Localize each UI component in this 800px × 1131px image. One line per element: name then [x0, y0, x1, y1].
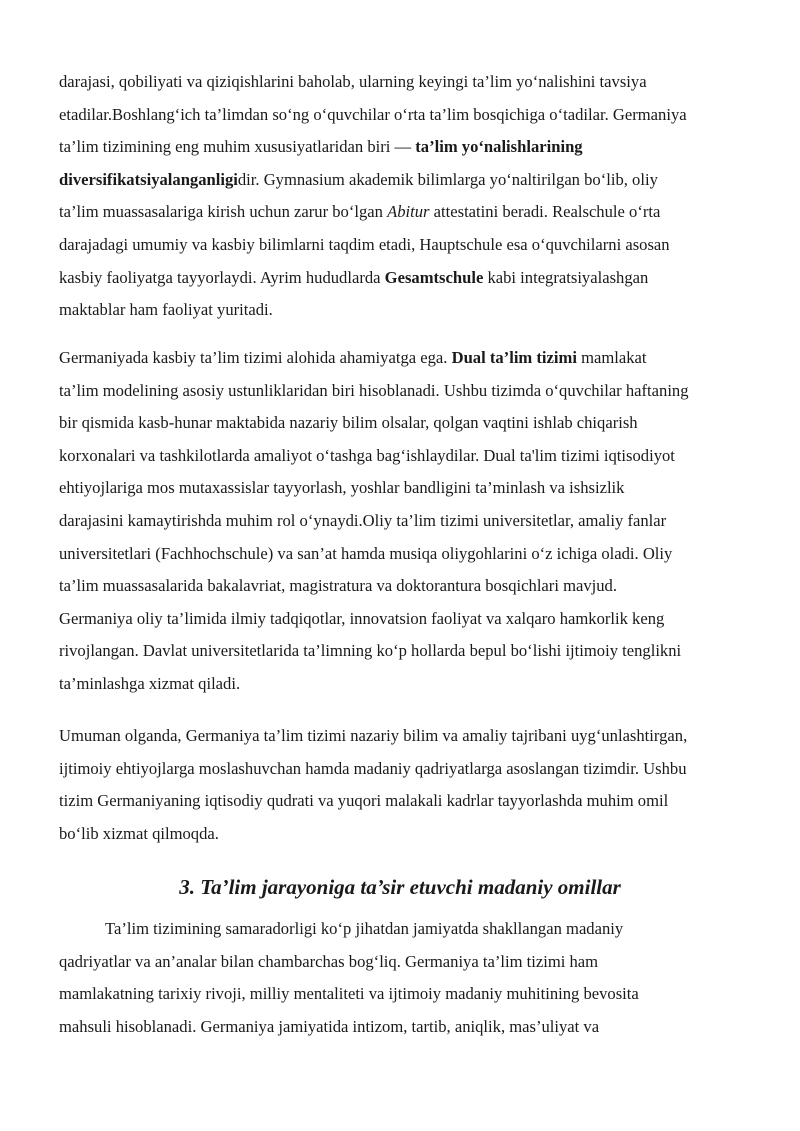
text-line: qadriyatlar va an’analar bilan chambarchas bog‘liq. Germaniya ta’lim tizimi ham [59, 951, 599, 971]
text-line: Ta’lim tizimining samaradorligi ko‘p jihatdan jamiyatda shakllangan madaniy [105, 919, 624, 938]
text-run: ta’lim tizimining eng muhim xususiyatlaridan biri — [59, 137, 416, 157]
paragraph-dual-education [59, 342, 779, 701]
text-line: ta’lim muassasalarida bakalavriat, magistratura va doktorantura bosqichlari mavjud. [59, 576, 618, 596]
text-line: darajasini kamaytirishda muhim rol o‘ynaydi.Oliy ta’lim tizimi universitetlar, amaliy fanlar [59, 510, 667, 530]
bold-term: diversifikatsiyalanganligi [59, 169, 238, 189]
text-run: ta’lim muassasalariga kirish uchun zarur bo‘lgan [59, 202, 388, 222]
bold-term: Dual ta’lim tizimi [451, 348, 577, 367]
paragraph-conclusion [59, 720, 779, 850]
text-line [59, 342, 779, 375]
text-line [59, 131, 779, 164]
text-line: Umuman olganda, Germaniya ta’lim tizimi nazariy bilim va amaliy tajribani uyg‘unlashtirgan, [59, 726, 688, 745]
text-line: maktablar ham faoliyat yuritadi. [59, 300, 273, 320]
text-run: dir. Gymnasium akademik bilimlarga yo‘naltirilgan bo‘lib, oliy [237, 169, 658, 189]
text-line: rivojlangan. Davlat universitetlarida ta’limning ko‘p hollarda bepul bo‘lishi ijtimoiy tenglikni [59, 641, 682, 661]
paragraph-cultural-factors [59, 913, 779, 1043]
bold-term: ta’lim yo‘nalishlarining [415, 137, 583, 157]
text-line: Germaniya oliy ta’limida ilmiy tadqiqotlar, innovatsion faoliyat va xalqaro hamkorlik keng [59, 608, 665, 628]
text-line: ta’lim modelining asosiy ustunliklaridan biri hisoblanadi. Ushbu tizimda o‘quvchilar haftaning [59, 380, 689, 400]
paragraph-school-types [59, 66, 779, 327]
italic-term: Abitur [387, 202, 430, 222]
section-heading: 3. Ta’lim jarayoniga ta’sir etuvchi madaniy omillar [179, 875, 621, 899]
text-run: Germaniyada kasbiy ta’lim tizimi alohida ahamiyatga ega. [59, 348, 452, 367]
bold-term: Gesamtschule [384, 267, 484, 287]
text-line [59, 196, 779, 229]
text-run: kasbiy faoliyatga tayyorlaydi. Ayrim hududlarda [59, 267, 385, 287]
text-line: darajasi, qobiliyati va qiziqishlarini baholab, ularning keyingi ta’lim yo‘nalishini tavsiya [59, 72, 647, 91]
text-line [59, 164, 779, 197]
text-run: kabi integratsiyalashgan [483, 267, 649, 287]
text-line: mahsuli hisoblanadi. Germaniya jamiyatida intizom, tartib, aniqlik, mas’uliyat va [59, 1016, 600, 1036]
text-line: universitetlari (Fachhochschule) va san’at hamda musiqa oliygohlarini o‘z ichiga oladi. Oliy [59, 543, 673, 563]
text-line: bir qismida kasb-hunar maktabida nazariy bilim olsalar, qolgan vaqtini ishlab chiqarish [59, 413, 638, 433]
text-line [59, 262, 779, 295]
text-run: mamlakat [576, 348, 647, 367]
text-line: mamlakatning tarixiy rivoji, milliy mentaliteti va ijtimoiy madaniy muhitining bevosita [59, 984, 639, 1004]
text-line: etadilar.Boshlang‘ich ta’limdan so‘ng o‘quvchilar o‘rta ta’lim bosqichiga o‘tadilar. Germaniya [59, 104, 687, 124]
text-line: bo‘lib xizmat qilmoqda. [59, 823, 219, 843]
text-run: attestatini beradi. Realschule o‘rta [429, 202, 661, 222]
text-line: ta’minlashga xizmat qiladi. [59, 673, 241, 693]
text-line: darajadagi umumiy va kasbiy bilimlarni taqdim etadi, Hauptschule esa o‘quvchilarni asosan [59, 234, 670, 254]
text-line: ehtiyojlariga mos mutaxassislar tayyorlash, yoshlar bandligini ta’minlash va ishsizlik [59, 478, 625, 498]
text-line: ijtimoiy ehtiyojlarga moslashuvchan hamda madaniy qadriyatlarga asoslangan tizimdir. Ushbu [59, 758, 687, 778]
text-line: tizim Germaniyaning iqtisodiy qudrati va yuqori malakali kadrlar tayyorlashda muhim omil [59, 791, 669, 811]
text-line: korxonalari va tashkilotlarda amaliyot o‘tashga bag‘ishlaydilar. Dual ta'lim tizimi iqtisodiyot [59, 445, 675, 465]
